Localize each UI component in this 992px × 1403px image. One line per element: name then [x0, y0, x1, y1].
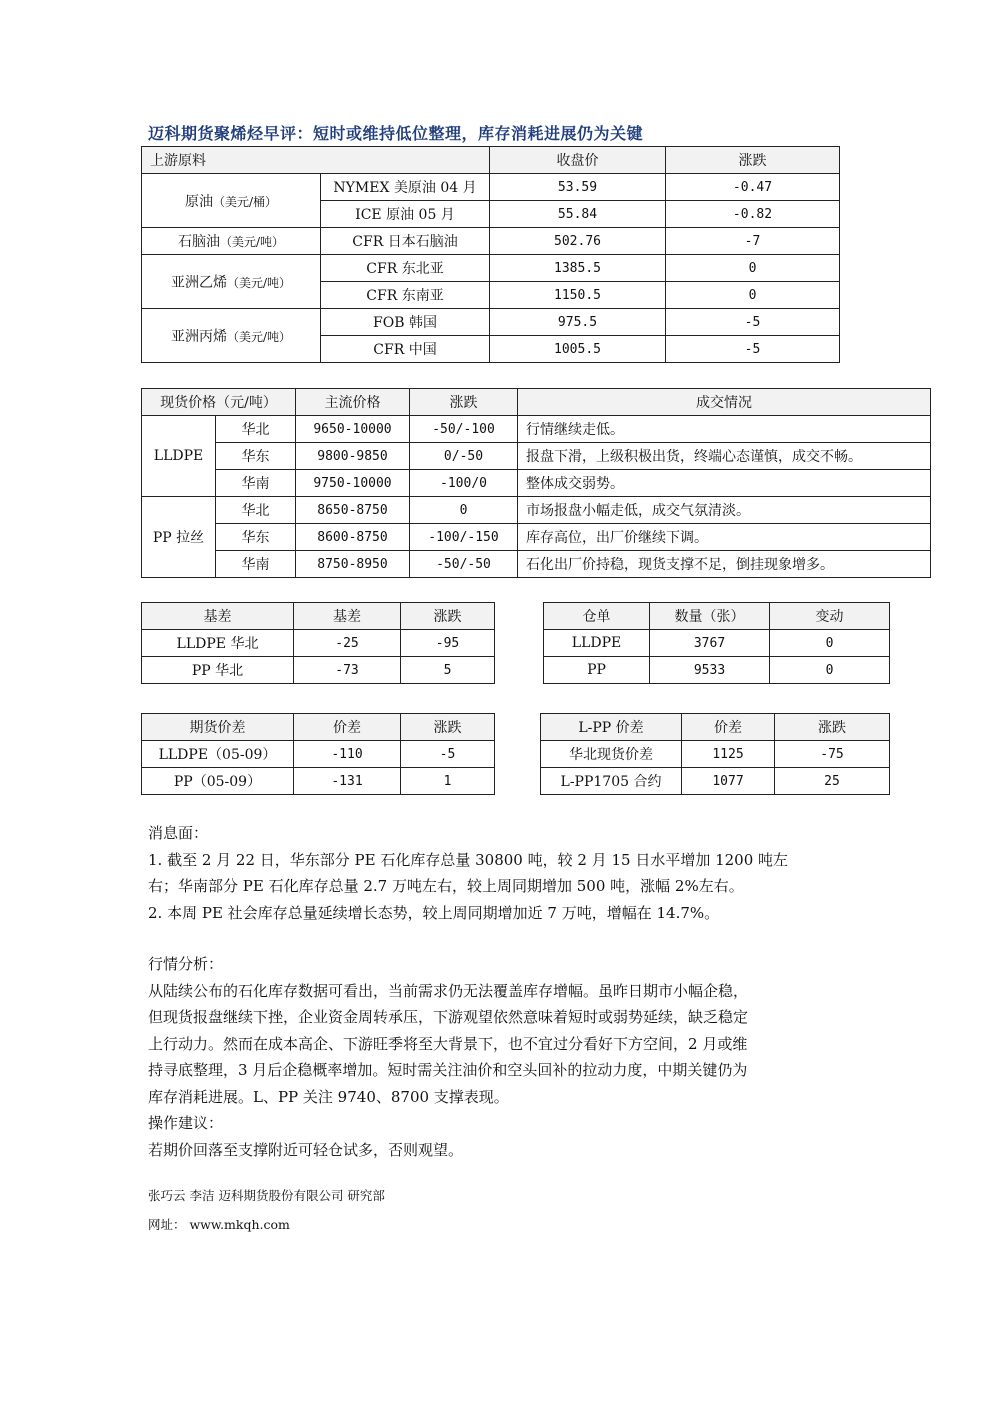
header-cell: 涨跌 — [666, 147, 840, 174]
table-cell: LLDPE（05-09） — [142, 741, 294, 768]
table-cell: -50/-100 — [410, 416, 518, 443]
table-cell: 0 — [770, 657, 890, 684]
header-cell: 成交情况 — [518, 389, 931, 416]
table-cell: -5 — [666, 336, 840, 363]
table-row — [541, 741, 890, 768]
group-label: 原油（美元/桶） — [142, 174, 321, 228]
header-cell: 仓单 — [544, 603, 650, 630]
table-cell: LLDPE — [544, 630, 650, 657]
table-cell: -25 — [294, 630, 401, 657]
table-cell: 1077 — [682, 768, 775, 795]
table-header-row — [142, 603, 495, 630]
analysis-line: 库存消耗进展。L、PP 关注 9740、8700 支撑表现。 — [148, 1087, 509, 1106]
table-cell: 3767 — [650, 630, 770, 657]
table-cell: 行情继续走低。 — [518, 416, 931, 443]
table-cell: 1385.5 — [490, 255, 666, 282]
table-cell: -95 — [401, 630, 495, 657]
table-cell: 9650-10000 — [296, 416, 410, 443]
table-header-row — [142, 389, 931, 416]
news-line: 右；华南部分 PE 石化库存总量 2.7 万吨左右，较上周同期增加 500 吨，涨幅 2%左右。 — [148, 877, 744, 895]
table-cell: 市场报盘小幅走低，成交气氛清淡。 — [518, 497, 931, 524]
futures-spread-table — [141, 713, 495, 795]
table-cell: 5 — [401, 657, 495, 684]
table-row — [544, 657, 890, 684]
table-cell: 8750-8950 — [296, 551, 410, 578]
table-row — [142, 470, 931, 497]
header-cell: 涨跌 — [775, 714, 890, 741]
header-cell: 数量（张） — [650, 603, 770, 630]
spot-price-table — [141, 388, 931, 578]
table-cell: CFR 日本石脑油 — [321, 228, 490, 255]
header-cell: 收盘价 — [490, 147, 666, 174]
analysis-section — [148, 951, 748, 1163]
table-cell: -5 — [401, 741, 495, 768]
basis-table — [141, 602, 495, 684]
table-cell: 9533 — [650, 657, 770, 684]
footer-website: 网址： www.mkqh.com — [148, 1217, 290, 1232]
table-cell: 9750-10000 — [296, 470, 410, 497]
header-cell: 涨跌 — [401, 603, 495, 630]
header-cell: 变动 — [770, 603, 890, 630]
table-cell: 华南 — [216, 551, 296, 578]
header-cell: 上游原料 — [142, 147, 490, 174]
table-cell: 华北 — [216, 497, 296, 524]
table-cell: 53.59 — [490, 174, 666, 201]
table-cell: -110 — [294, 741, 401, 768]
table-cell: 8650-8750 — [296, 497, 410, 524]
table-cell: 0 — [666, 282, 840, 309]
header-cell: 现货价格（元/吨） — [142, 389, 296, 416]
table-cell: FOB 韩国 — [321, 309, 490, 336]
table-cell: 华东 — [216, 524, 296, 551]
table-cell: 975.5 — [490, 309, 666, 336]
table-row — [142, 630, 495, 657]
lpp-spread-table — [540, 713, 890, 795]
table-cell: 整体成交弱势。 — [518, 470, 931, 497]
table-cell: 1 — [401, 768, 495, 795]
table-header-row — [541, 714, 890, 741]
table-row — [142, 174, 840, 201]
table-cell: -0.47 — [666, 174, 840, 201]
warehouse-table — [543, 602, 890, 684]
table-cell: LLDPE 华北 — [142, 630, 294, 657]
table-cell: NYMEX 美原油 04 月 — [321, 174, 490, 201]
table-cell: 0 — [410, 497, 518, 524]
table-cell: CFR 东北亚 — [321, 255, 490, 282]
table-cell: PP（05-09） — [142, 768, 294, 795]
upstream-table — [141, 146, 840, 363]
table-cell: 1125 — [682, 741, 775, 768]
table-row — [142, 551, 931, 578]
table-cell: 库存高位，出厂价继续下调。 — [518, 524, 931, 551]
analysis-line: 上行动力。然而在成本高企、下游旺季将至大背景下，也不宜过分看好下方空间，2 月或维 — [148, 1034, 748, 1053]
table-cell: PP 华北 — [142, 657, 294, 684]
table-cell: 报盘下滑，上级积极出货，终端心态谨慎，成交不畅。 — [518, 443, 931, 470]
table-cell: CFR 东南亚 — [321, 282, 490, 309]
table-header-row — [142, 147, 840, 174]
header-cell: 价差 — [294, 714, 401, 741]
footer-authors: 张巧云 李洁 迈科期货股份有限公司 研究部 — [148, 1188, 385, 1203]
table-row — [142, 768, 495, 795]
table-row — [142, 497, 931, 524]
header-cell: 主流价格 — [296, 389, 410, 416]
table-cell: -75 — [775, 741, 890, 768]
header-cell: 期货价差 — [142, 714, 294, 741]
table-cell: -100/-150 — [410, 524, 518, 551]
analysis-line: 持寻底整理，3 月后企稳概率增加。短时需关注油价和空头回补的拉动力度，中期关键仍为 — [148, 1061, 748, 1079]
table-row — [142, 741, 495, 768]
group-label: PP 拉丝 — [142, 497, 216, 578]
table-row — [142, 524, 931, 551]
table-row — [544, 630, 890, 657]
analysis-line: 但现货报盘继续下挫，企业资金周转承压，下游观望依然意味着短时或弱势延续，缺乏稳定 — [148, 1008, 749, 1026]
table-cell: 0/-50 — [410, 443, 518, 470]
table-cell: PP — [544, 657, 650, 684]
table-cell: 8600-8750 — [296, 524, 410, 551]
header-cell: 基差 — [294, 603, 401, 630]
header-cell: 涨跌 — [401, 714, 495, 741]
analysis-heading: 行情分析： — [148, 955, 224, 973]
group-label: 石脑油（美元/吨） — [142, 228, 321, 255]
table-cell: 502.76 — [490, 228, 666, 255]
table-row — [142, 416, 931, 443]
table-cell: 1005.5 — [490, 336, 666, 363]
header-cell: 涨跌 — [410, 389, 518, 416]
analysis-line: 从陆续公布的石化库存数据可看出，当前需求仍无法覆盖库存增幅。虽昨日期市小幅企稳， — [148, 981, 749, 1000]
table-cell: 0 — [770, 630, 890, 657]
table-row — [142, 309, 840, 336]
news-line: 2. 本周 PE 社会库存总量延续增长态势，较上周同期增加近 7 万吨，增幅在 14.7%。 — [148, 903, 720, 922]
advice-heading: 操作建议： — [148, 1114, 224, 1132]
table-cell: -131 — [294, 768, 401, 795]
group-label: 亚洲丙烯（美元/吨） — [142, 309, 321, 363]
report-title: 迈科期货聚烯烃早评：短时或维持低位整理，库存消耗进展仍为关键 — [148, 124, 644, 143]
table-cell: CFR 中国 — [321, 336, 490, 363]
table-cell: -100/0 — [410, 470, 518, 497]
table-cell: 25 — [775, 768, 890, 795]
header-cell: 价差 — [682, 714, 775, 741]
table-cell: 华东 — [216, 443, 296, 470]
group-label: 亚洲乙烯（美元/吨） — [142, 255, 321, 309]
table-cell: 55.84 — [490, 201, 666, 228]
table-cell: ICE 原油 05 月 — [321, 201, 490, 228]
group-label: LLDPE — [142, 416, 216, 497]
table-row — [541, 768, 890, 795]
table-header-row — [544, 603, 890, 630]
table-cell: 华北 — [216, 416, 296, 443]
table-cell: -0.82 — [666, 201, 840, 228]
advice-text: 若期价回落至支撑附近可轻仓试多，否则观望。 — [148, 1140, 464, 1159]
table-cell: 华南 — [216, 470, 296, 497]
header-cell: L-PP 价差 — [541, 714, 682, 741]
table-row — [142, 228, 840, 255]
table-cell: 1150.5 — [490, 282, 666, 309]
table-cell: 9800-9850 — [296, 443, 410, 470]
table-cell: 石化出厂价持稳，现货支撑不足，倒挂现象增多。 — [518, 551, 931, 578]
table-row — [142, 255, 840, 282]
table-cell: -5 — [666, 309, 840, 336]
header-cell: 基差 — [142, 603, 294, 630]
table-cell: -7 — [666, 228, 840, 255]
table-cell: -73 — [294, 657, 401, 684]
table-row — [142, 657, 495, 684]
table-cell: 0 — [666, 255, 840, 282]
news-heading: 消息面： — [148, 824, 209, 842]
table-cell: -50/-50 — [410, 551, 518, 578]
table-cell: L-PP1705 合约 — [541, 768, 682, 795]
table-row — [142, 443, 931, 470]
table-header-row — [142, 714, 495, 741]
news-line: 1. 截至 2 月 22 日，华东部分 PE 石化库存总量 30800 吨，较 2 月 15 日水平增加 1200 吨左 — [148, 850, 789, 869]
table-cell: 华北现货价差 — [541, 741, 682, 768]
news-section — [148, 820, 788, 926]
